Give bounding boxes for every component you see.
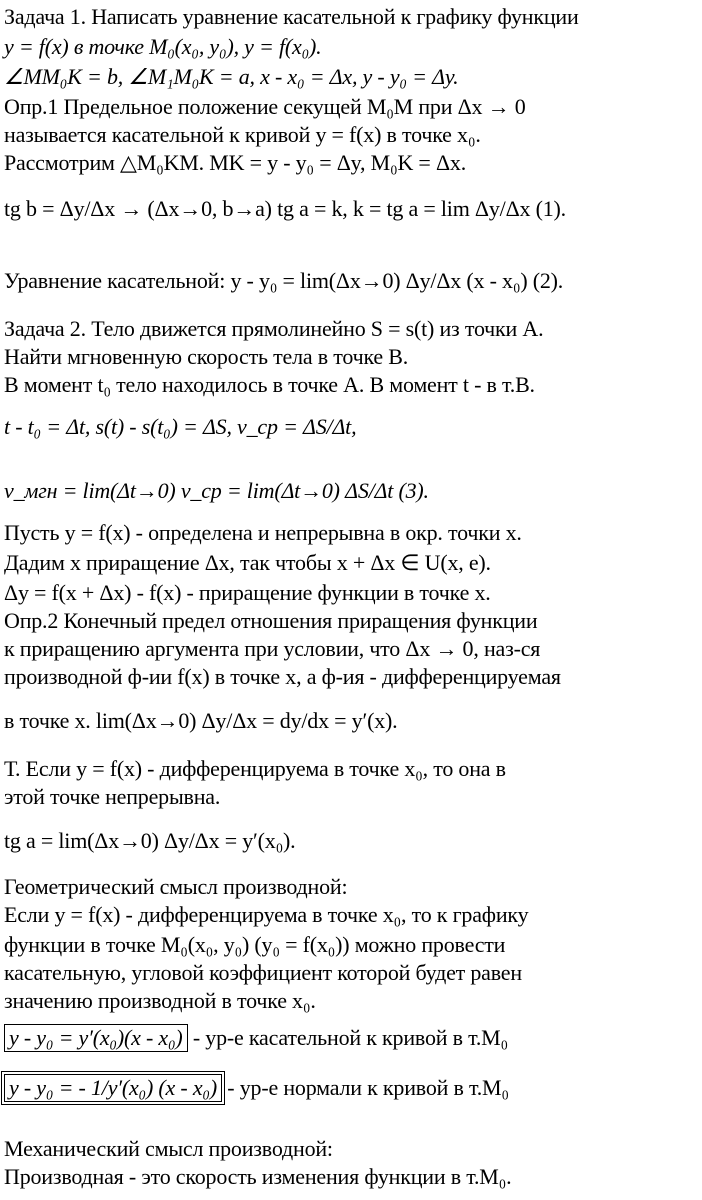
geometric-meaning-line-1: Если y = f(x) - дифференцируема в точке x₀, то к графику [4, 902, 529, 927]
average-velocity: t - t₀ = Δt, s(t) - s(t₀) = ΔS, v_ср = ΔS/Δt, [4, 414, 357, 439]
mechanical-meaning-text: Производная - это скорость изменения функции в т.M₀. [4, 1164, 512, 1189]
tangent-slope-formula: tg a = lim(Δx→0) Δy/Δx = y′(x₀). [4, 828, 296, 853]
task-2-heading: Задача 2. Тело движется прямолинейно S = s(t) из точки A. [4, 316, 544, 341]
normal-equation-caption: - ур-е нормали к кривой в т.M₀ [222, 1075, 509, 1100]
tangent-equation-caption: - ур-е касательной к кривой в т.M₀ [187, 1025, 509, 1050]
definition-1-line-1: Опр.1 Предельное положение секущей M₀M при Δx → 0 [4, 94, 526, 119]
formula-3: v_мгн = lim(Δt→0) v_ср = lim(Δt→0) ΔS/Δt (3). [4, 478, 429, 503]
angle-definitions: ∠MM₀K = b, ∠M₁M₀K = a, x - x₀ = Δx, y - y₀ = Δy. [4, 64, 459, 89]
normal-line-equation [4, 1074, 700, 1102]
tangent-equation-2: Уравнение касательной: y - y₀ = lim(Δx→0) Δy/Δx (x - x₀) (2). [4, 268, 564, 293]
increment-line: Дадим x приращение Δx, так чтобы x + Δx ∈ U(x, e). [4, 550, 491, 575]
geometric-meaning-line-2: функции в точке M₀(x₀, y₀) (y₀ = f(x₀)) можно провести [4, 932, 506, 957]
theorem-line-2: этой точке непрерывна. [4, 784, 221, 809]
definition-2-line-2: к приращению аргумента при условии, что Δx → 0, наз-ся [4, 636, 541, 661]
tangent-equation-box: y - y₀ = y′(x₀)(x - x₀) [4, 1024, 188, 1052]
triangle-consideration: Рассмотрим △M₀KM. MK = y - y₀ = Δy, M₀K = Δx. [4, 150, 466, 175]
let-function-line: Пусть y = f(x) - определена и непрерывна в окр. точки x. [4, 520, 522, 545]
definition-1-line-2: называется касательной к кривой y = f(x) в точке x₀. [4, 122, 481, 147]
definition-2-line-3: производной ф-ии f(x) в точке x, а ф-ия - дифференцируемая [4, 664, 561, 689]
function-increment: Δy = f(x + Δx) - f(x) - приращение функции в точке x. [4, 580, 491, 605]
task-2-moments: В момент t₀ тело находилось в точке A. В момент t - в т.B. [4, 372, 535, 397]
task-2-question: Найти мгновенную скорость тела в точке B. [4, 344, 409, 369]
definition-2-line-1: Опр.2 Конечный предел отношения приращения функции [4, 608, 538, 633]
geometric-meaning-heading: Геометрический смысл производной: [4, 874, 348, 899]
task-1-statement: y = f(x) в точке M₀(x₀, y₀), y = f(x₀). [4, 34, 322, 59]
theorem-line-1: Т. Если y = f(x) - дифференцируема в точке x₀, то она в [4, 756, 506, 781]
task-1-heading: Задача 1. Написать уравнение касательной к графику функции [4, 4, 579, 29]
geometric-meaning-line-4: значению производной в точке x₀. [4, 988, 316, 1013]
geometric-meaning-line-3: касательную, угловой коэффициент которой будет равен [4, 960, 522, 985]
formula-1: tg b = Δy/Δx → (Δx→0, b→a) tg a = k, k = tg a = lim Δy/Δx (1). [4, 196, 566, 221]
tangent-line-equation [4, 1024, 700, 1052]
mechanical-meaning-heading: Механический смысл производной: [4, 1136, 333, 1161]
normal-equation-box: y - y₀ = - 1/y′(x₀) (x - x₀) [4, 1074, 222, 1102]
derivative-definition: в точке x. lim(Δx→0) Δy/Δx = dy/dx = y′(x). [4, 708, 398, 733]
